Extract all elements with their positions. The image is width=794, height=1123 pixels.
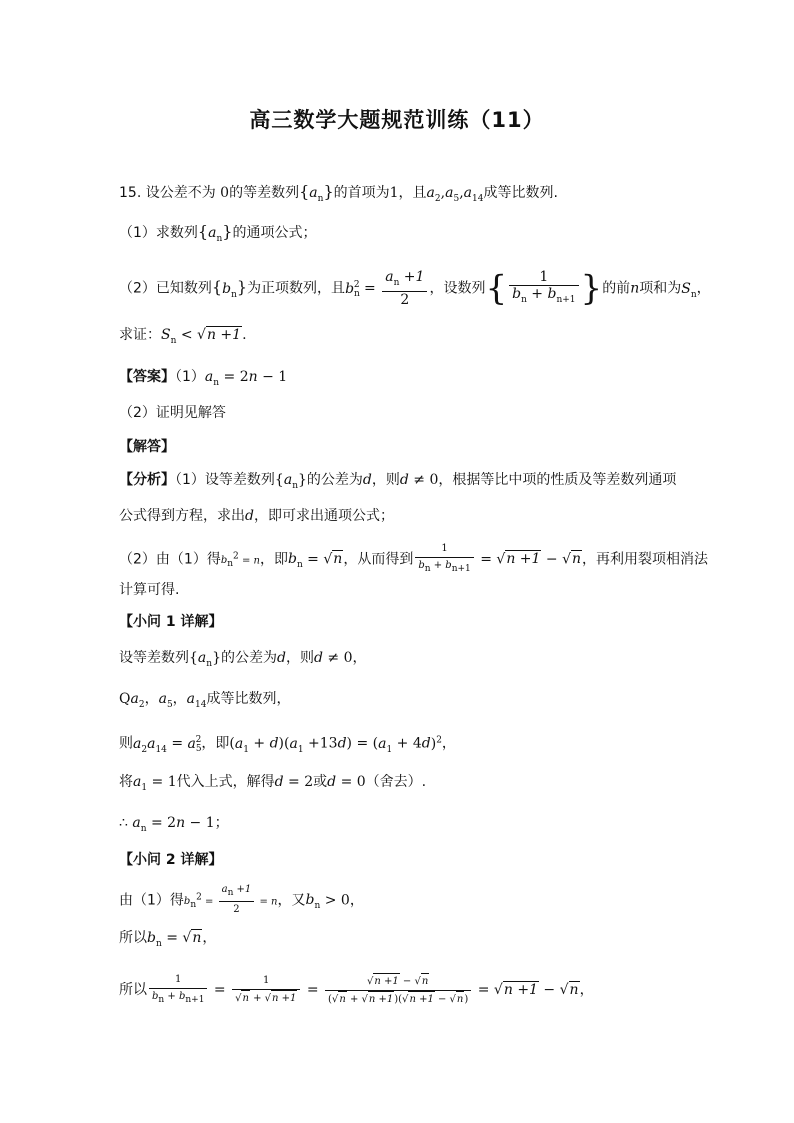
s2-text: 由（1）得 (119, 892, 184, 909)
s2-text: 所以 (119, 982, 147, 998)
fraction: $\frac{1}{b_n + b_{n+1}}$ (149, 972, 207, 1008)
s1-text: 设等差数列 (119, 650, 189, 666)
fraction: $\frac{a_n +1}{2}$ (382, 269, 427, 308)
prove-line: 求证：$S_n < √n +1$. (119, 327, 247, 346)
s2-line-3: 所以 $\frac{1}{b_n + b_{n+1}}$ = $\frac{1}{√n + √n +1}$ = $\frac{√n +1 - √n}{(√n + √n +1)(√n +1 - √n)}$ = √n +1 − √n， (119, 964, 594, 1016)
analysis-line-2: 公式得到方程，求出d，即可求出通项公式； (119, 508, 394, 524)
analysis-line-4: 计算可得. (119, 582, 180, 598)
sub1-label: 【小问 1 详解】 (119, 614, 223, 630)
s2-line-1: 由（1）得$b_n^2$ = $\frac{a_n +1}{2}$ = n，又$b_n > 0$， (119, 880, 364, 916)
analysis-line-1: 【分析】（1）设等差数列$\{a_n\}$的公差为d，则d ≠ 0，根据等比中项的性质及等差数列通项 (119, 472, 677, 491)
s1-text: 代入上式，解得 (176, 774, 275, 790)
answer-line: 【答案】$(1)a_n = 2n - 1$ (119, 369, 288, 388)
sub2-label: 【小问 2 详解】 (119, 852, 223, 868)
answer2-line: （2）证明见解答 (119, 405, 226, 421)
question-number: 15. (119, 185, 142, 201)
s1-line-4: 将$a_1 = 1$代入上式，解得d = 2或d = 0（舍去）. (119, 774, 427, 793)
part1-text: （1）求数列 (119, 225, 198, 241)
s2-text: ， (202, 930, 217, 946)
analysis-text: （2）由（1）得 (119, 551, 221, 568)
question-text: 的首项为 (333, 185, 390, 201)
fraction: $\frac{1}{√n + √n +1}$ (232, 973, 300, 1007)
s1-text: （舍去）. (365, 774, 427, 790)
analysis-text: ，从而得到 (343, 551, 414, 568)
s1-text: 或 (313, 774, 328, 790)
analysis-text: ，根据等比中项的性质及等差数列通项 (438, 472, 677, 488)
s1-text: 则 (119, 735, 133, 752)
fraction: $\frac{1}{b_n + b_{n+1}}$ (509, 269, 578, 308)
s1-text: 将 (119, 774, 133, 790)
analysis-text: 的公差为 (306, 472, 363, 488)
analysis-text: （1）设等差数列 (175, 472, 275, 488)
solution-label: 【解答】 (119, 439, 175, 455)
s1-text: ，则 (285, 650, 314, 666)
part1-text: 的通项公式； (232, 225, 317, 241)
analysis-label: 【分析】 (119, 472, 175, 488)
s1-text: ； (214, 815, 229, 831)
s1-text: 的公差为 (221, 650, 277, 666)
prove-text: 求证： (119, 327, 161, 343)
answer-text: （1） (175, 369, 205, 385)
s2-text: 所以 (119, 930, 147, 946)
part2-text: 项和为 (639, 280, 682, 297)
s1-text: ， (352, 650, 367, 666)
question-text: 设公差不为 (145, 185, 216, 201)
s1-text: ， (441, 735, 456, 752)
fraction: $\frac{a_n +1}{2}$ (219, 882, 255, 918)
analysis-line-3: （2）由（1）得$b_n^2 = n$，即$b_n = √n$，从而得到 $\frac{1}{b_n + b_{n+1}}$ = √n +1 − √n，再利用裂项相消法 (119, 537, 708, 577)
analysis-text: 公式得到方程，求出 (119, 508, 245, 524)
part2-text: （2）已知数列 (119, 280, 212, 297)
s1-line-2: $Qa_2$，$a_5$，$a_{14}$成等比数列， (119, 691, 291, 710)
question-text: 成等比数列. (483, 185, 558, 201)
s2-text: ，又 (277, 892, 306, 909)
page-title: 高三数学大题规范训练（11） (249, 108, 545, 132)
s1-line-3: 则$a_2a_{14} = a_5^2$，即$(a_1 + d)(a_1 +13d) = (a_1 + 4d)^2$， (119, 735, 456, 755)
question-line: 15. 设公差不为 0的等差数列$\{a_n\}$的首项为1，且$a_2,a_5,a_{14}$成等比数列. (119, 182, 558, 204)
analysis-text: ，再利用裂项相消法 (582, 551, 709, 568)
fraction: $\frac{1}{b_n + b_{n+1}}$ (415, 541, 473, 577)
fraction: $\frac{√n +1 - √n}{(√n + √n +1)(√n +1 - √n)}$ (325, 973, 471, 1008)
analysis-text: ，则 (371, 472, 400, 488)
part2-line: （2）已知数列$\{b_n\}$为正项数列，且$b_n^2$ = $\frac{a_n +1}{2}$ ，设数列{ $\frac{1}{b_n + b_{n+1}}$ }的前n项和为$S_n$， (119, 268, 711, 309)
question-text: 的等差数列 (229, 185, 300, 201)
s1-text: 成等比数列， (206, 691, 291, 707)
s2-text: ， (349, 892, 364, 909)
s2-text: ， (579, 982, 594, 998)
part1-line: （1）求数列$\{a_n\}$的通项公式； (119, 222, 317, 244)
s1-line-1: 设等差数列$\{a_n\}$的公差为d，则d ≠ 0， (119, 650, 367, 669)
s1-text: ，即 (201, 735, 230, 752)
part2-text: ，设数列 (429, 280, 486, 297)
part2-text: 的前 (602, 280, 631, 297)
part2-text: 为正项数列，且 (247, 280, 346, 297)
s2-line-2: 所以$b_n = √n$， (119, 930, 217, 949)
part2-text: ， (696, 280, 711, 297)
answer-label: 【答案】 (119, 369, 175, 385)
s1-line-5: ∴ $a_n = 2n - 1$； (119, 815, 229, 834)
analysis-text: ，即可求出通项公式； (253, 508, 394, 524)
question-text: ，且 (398, 185, 427, 201)
analysis-text: ，即 (259, 551, 288, 568)
